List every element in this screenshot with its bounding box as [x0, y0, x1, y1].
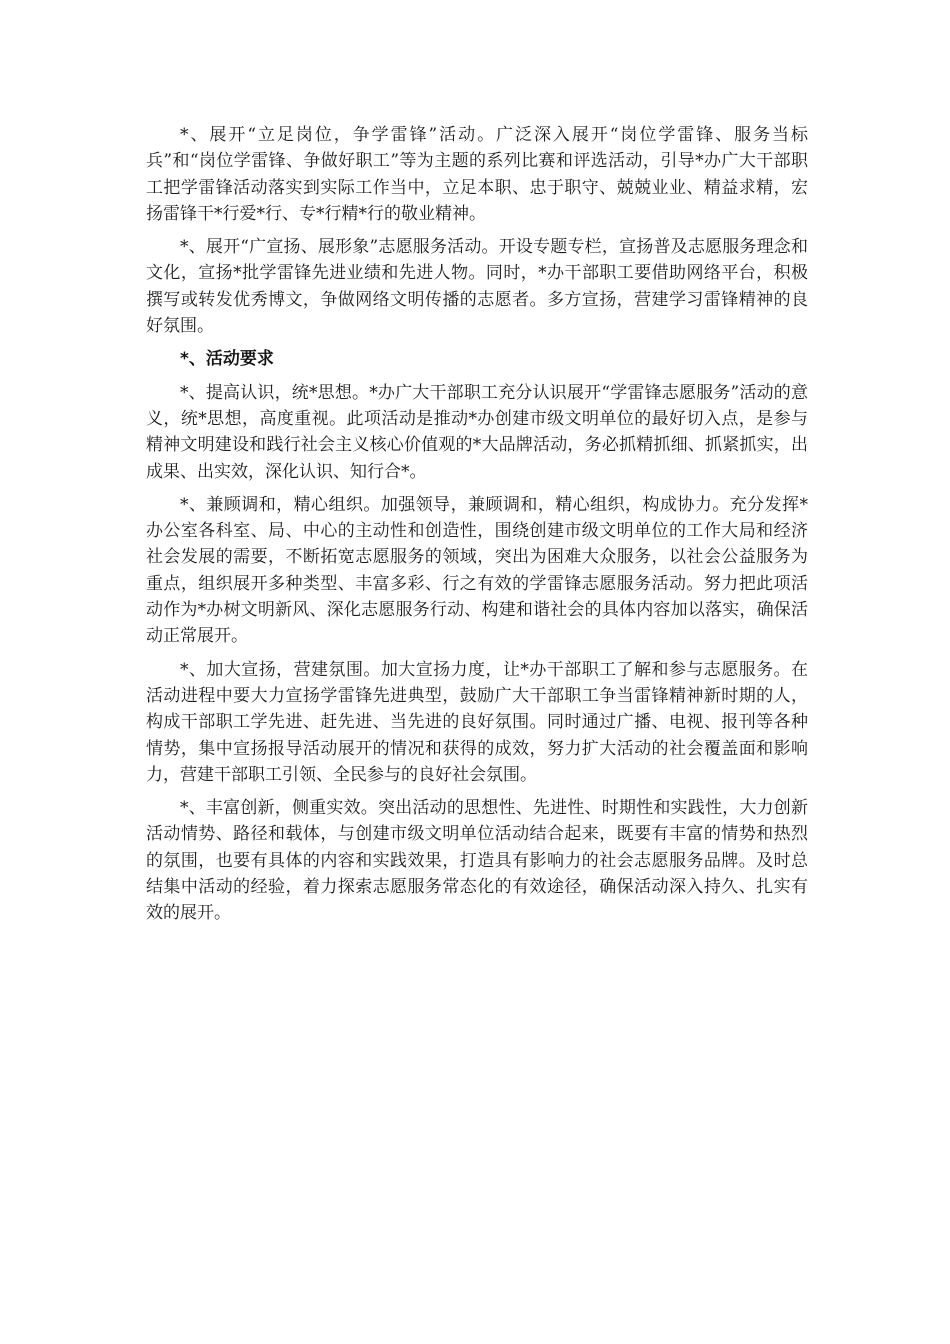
paragraph-lixiao-post: *、展开“立足岗位，争学雷锋”活动。广泛深入展开“岗位学雷锋、服务当标兵”和“岗位学雷锋、争做好职工”等为主题的系列比赛和评选活动，引导*办广大干部职工把学雷锋活动落实到实际工作当中，立足本职、忠于职守、兢兢业业、精益求精，宏扬雷锋干*行爱*行、专*行精*行的敬业精神。	[146, 125, 808, 224]
paragraph-publicity-image: *、展开“广宣扬、展形象”志愿服务活动。开设专题专栏，宣扬普及志愿服务理念和文化，宣扬*批学雷锋先进业绩和先进人物。同时，*办干部职工要借助网络平台，积极撰写或转发优秀博文，争做网络文明传播的志愿者。多方宣扬，营建学习雷锋精神的良好氛围。	[146, 237, 808, 337]
document-body	[146, 122, 808, 934]
paragraph-coordinate-organize: *、兼顾调和，精心组织。加强领导，兼顾调和，精心组织，构成协力。充分发挥*办公室各科室、局、中心的主动性和创造性，围绕创建市级文明单位的工作大局和经济社会发展的需要，不断拓宽志愿服务的领域，突出为困难大众服务，以社会公益服务为重点，组织展开多种类型、丰富多彩、行之有效的学雷锋志愿服务活动。努力把此项活动作为*办树文明新风、深化志愿服务行动、构建和谐社会的具体内容加以落实，确保活动正常展开。	[146, 494, 808, 647]
paragraph-innovate-results: *、丰富创新，侧重实效。突出活动的思想性、先进性、时期性和实践性，大力创新活动情势、路径和载体，与创建市级文明单位活动结合起来，既要有丰富的情势和热烈的氛围，也要有具体的内容和实践效果，打造具有影响力的社会志愿服务品牌。及时总结集中活动的经验，着力探索志愿服务常态化的有效途径，确保活动深入持久、扎实有效的展开。	[146, 798, 808, 924]
section-heading-requirements: *、活动要求	[180, 349, 274, 370]
paragraph-increase-publicity: *、加大宣扬，营建氛围。加大宣扬力度，让*办干部职工了解和参与志愿服务。在活动进程中要大力宣扬学雷锋先进典型，鼓励广大干部职工争当雷锋精神新时期的人，构成干部职工学先进、赶先进、当先进的良好氛围。同时通过广播、电视、报刊等各种情势，集中宣扬报导活动展开的情况和获得的成效，努力扩大活动的社会覆盖面和影响力，营建干部职工引领、全民参与的良好社会氛围。	[146, 659, 808, 785]
paragraph-raise-awareness: *、提高认识，统*思想。*办广大干部职工充分认识展开“学雷锋志愿服务”活动的意义，统*思想，高度重视。此项活动是推动*办创建市级文明单位的最好切入点，是参与精神文明建设和践行社会主义核心价值观的*大品牌活动，务必抓精抓细、抓紧抓实，出成果、出实效，深化认识、知行合*。	[146, 382, 808, 482]
